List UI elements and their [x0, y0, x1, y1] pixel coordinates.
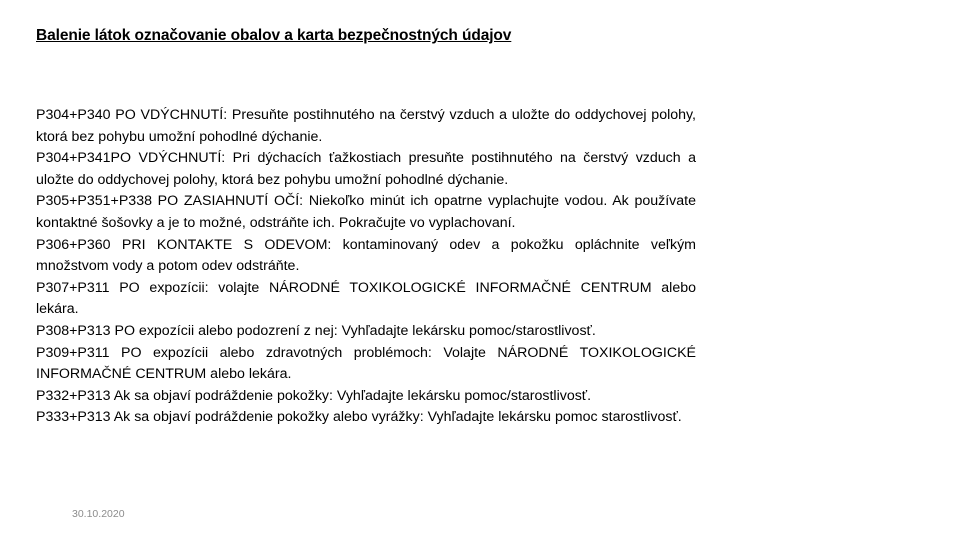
- paragraph-p304-p340: P304+P340 PO VDÝCHNUTÍ: Presuňte postihnutého na čerstvý vzduch a uložte do oddychovej polohy, ktorá bez pohybu umožní pohodlné dýchanie.: [36, 107, 696, 145]
- paragraph-p305-p351-p338: P305+P351+P338 PO ZASIAHNUTÍ OČÍ: Niekoľko minút ich opatrne vyplachujte vodou. Ak používate kontaktné šošovky a je to možné, odstráňte ich. Pokračujte vo vyplachovaní.: [36, 193, 696, 231]
- paragraph-p307-p311: P307+P311 PO expozícii: volajte NÁRODNÉ TOXIKOLOGICKÉ INFORMAČNÉ CENTRUM alebo lekára.: [36, 279, 696, 318]
- content-body: [36, 105, 696, 429]
- footer-date: 30.10.2020: [72, 508, 125, 520]
- slide-title: Balenie látok označovanie obalov a karta bezpečnostných údajov: [36, 27, 512, 44]
- paragraph-p333-p313: P333+P313 Ak sa objaví podráždenie pokožky alebo vyrážky: Vyhľadajte lekársku pomoc starostlivosť.: [36, 409, 682, 426]
- paragraph-p332-p313: P332+P313 Ak sa objaví podráždenie pokožky: Vyhľadajte lekársku pomoc/starostlivosť.: [36, 387, 592, 404]
- paragraph-p304-p341: P304+P341PO VDÝCHNUTÍ: Pri dýchacích ťažkostiach presuňte postihnutého na čerstvý vzduch a uložte do oddychovej polohy, ktorá bez pohybu umožní pohodlné dýchanie.: [36, 150, 696, 188]
- paragraph-p309-p311: P309+P311 PO expozícii alebo zdravotných problémoch: Volajte NÁRODNÉ TOXIKOLOGICKÉ INFORMAČNÉ CENTRUM alebo lekára.: [36, 344, 696, 383]
- paragraph-p306-p360: P306+P360 PRI KONTAKTE S ODEVOM: kontaminovaný odev a pokožku opláchnite veľkým množstvom vody a potom odev odstráňte.: [36, 236, 696, 275]
- paragraph-p308-p313: P308+P313 PO expozícii alebo podozrení z nej: Vyhľadajte lekársku pomoc/starostlivosť.: [36, 322, 596, 339]
